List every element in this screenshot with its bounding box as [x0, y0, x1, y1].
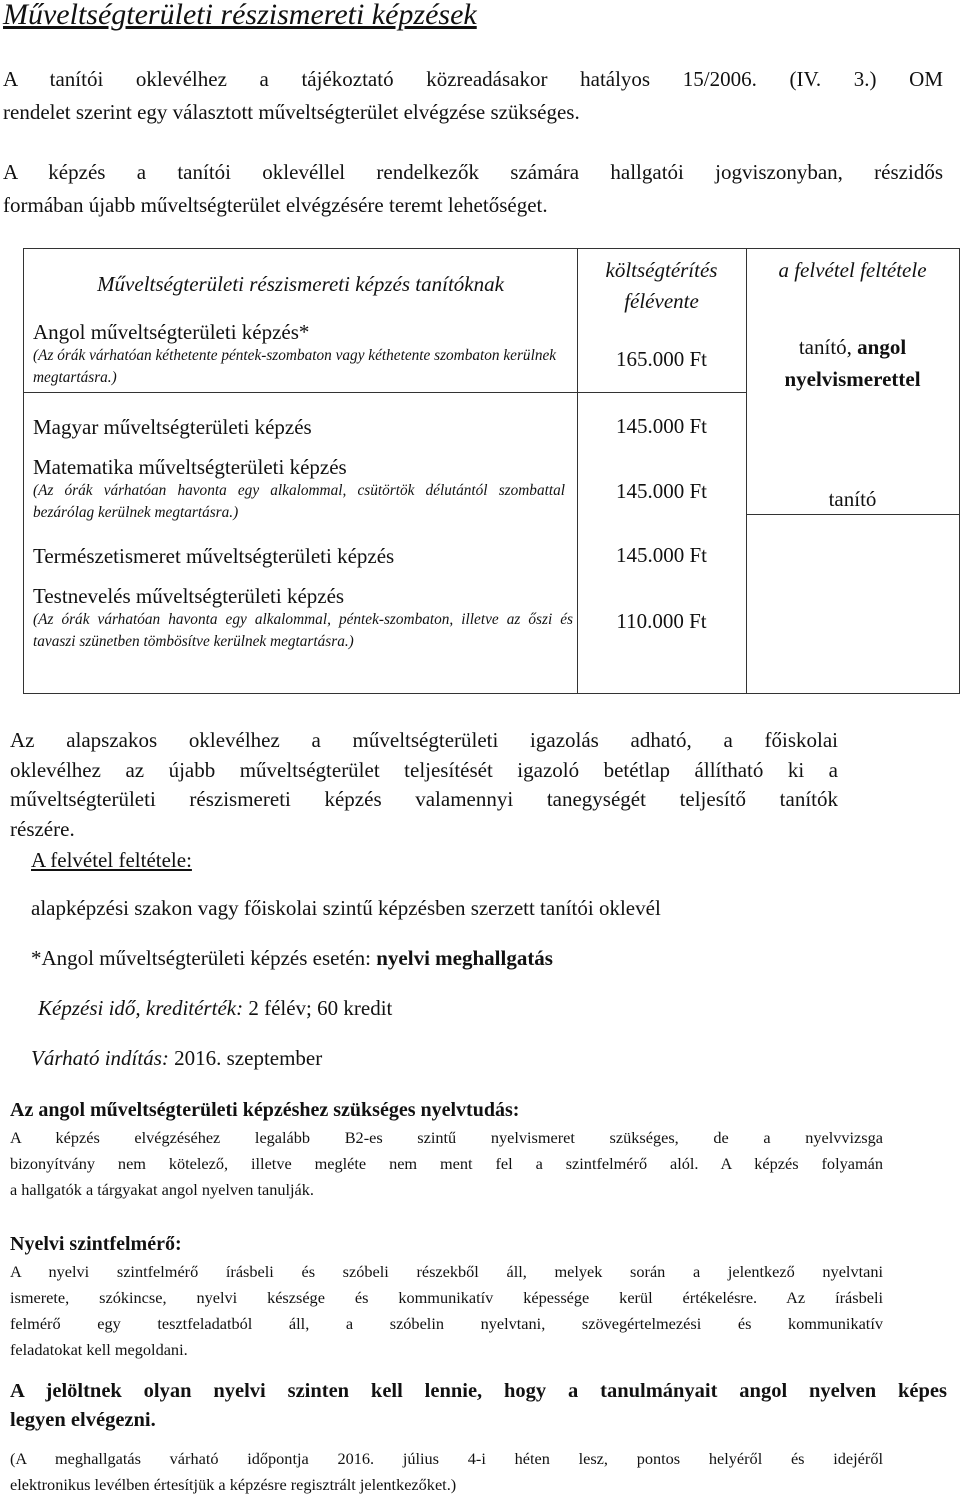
hearing-line-2: elektronikus levélben értesítjük a képzésre regisztrált jelentkezőket.) — [10, 1475, 457, 1494]
course-name: Testnevelés műveltségterületi képzés — [33, 584, 345, 608]
english-req-bold: nyelvi meghallgatás — [376, 946, 553, 970]
admission-heading: A felvétel feltétele: — [31, 848, 192, 872]
language-heading: Az angol műveltségterületi képzéshez szükséges nyelvtudás: — [10, 1099, 520, 1121]
level-test-line-1: A nyelvi szintfelmérő írásbeli és szóbeli részekből áll, melyek során a jelentkező nyelvtani — [10, 1262, 883, 1281]
condition-angol-line-1 — [746, 331, 959, 363]
fee-angol: 165.000 Ft — [615, 347, 707, 371]
intro-2-line-1: A képzés a tanítói oklevéllel rendelkezők számára hallgatói jogviszonyban, részidős — [3, 160, 943, 184]
candidate-line-1: A jelöltnek olyan nyelvi szinten kell lennie, hogy a tanulmányait angol nyelven képes — [10, 1380, 947, 1402]
condition-angol — [746, 331, 959, 395]
level-test-line-3: felmérő egy tesztfeladatból áll, a szóbelin nyelvtani, szövegértelmezési és kommunikatív — [10, 1314, 883, 1333]
cert-line-4: részére. — [10, 816, 75, 841]
header-condition: a felvétel feltétele — [778, 258, 927, 282]
level-test-line-2: ismerete, szókincse, nyelvi készsége és kommunikatív képessége kerül értékelésre. Az írásbeli — [10, 1288, 883, 1307]
header-fee-line-2: félévente — [624, 289, 699, 313]
course-row-termeszetismeret: Természetismeret műveltségterületi képzés — [33, 544, 395, 568]
course-note: (Az órák várhatóan kéthetente péntek-szombaton vagy kéthetente szombaton kerülnek megtartásra.) — [33, 347, 557, 386]
english-requirement — [31, 946, 553, 971]
admission-text: alapképzési szakon vagy főiskolai szintű képzésben szerzett tanítói oklevél — [31, 896, 661, 920]
language-line-1: A képzés elvégzéséhez legalább B2-es szintű nyelvismeret szükséges, de a nyelvvizsga — [10, 1128, 883, 1147]
header-course: Műveltségterületi részismereti képzés tanítóknak — [97, 272, 504, 296]
condition-tanito: tanító — [828, 487, 877, 511]
language-line-3: a hallgatók a tárgyakat angol nyelven tanulják. — [10, 1180, 314, 1199]
intro-2-line-2: formában újabb műveltségterület elvégzésére teremt lehetőséget. — [3, 193, 548, 217]
certificate-paragraph — [10, 726, 838, 844]
intro-1-line-1: A tanítói oklevélhez a tájékoztató közreadásakor hatályos 15/2006. (IV. 3.) OM — [3, 67, 943, 91]
courses-table — [23, 248, 960, 694]
page-title: Műveltségterületi részismereti képzések — [3, 0, 477, 31]
course-row-testneveles — [33, 583, 573, 653]
intro-paragraph-2 — [3, 156, 943, 222]
course-row-magyar: Magyar műveltségterületi képzés — [33, 415, 312, 439]
language-line-2: bizonyítvány nem kötelező, illetve megléte nem ment fel a szintfelmérő alól. A képzés folyamán — [10, 1154, 883, 1173]
duration-value: 2 félév; 60 kredit — [243, 996, 393, 1020]
level-test-heading: Nyelvi szintfelmérő: — [10, 1233, 182, 1255]
duration-label: Képzési idő, kreditérték: — [38, 996, 244, 1020]
start-value: 2016. szeptember — [168, 1046, 323, 1070]
start-label: Várható indítás: — [31, 1046, 169, 1070]
english-req-plain: *Angol műveltségterületi képzés esetén: — [31, 946, 377, 970]
language-paragraph — [10, 1125, 883, 1203]
course-row-matematika — [33, 454, 565, 524]
fee-matematika: 145.000 Ft — [615, 479, 707, 503]
course-note: (Az órák várhatóan havonta egy alkalommal, csütörtök délutántól szombattal bezárólag kerülnek megtartásra.) — [33, 482, 565, 521]
intro-1-line-2: rendelet szerint egy választott műveltségterület elvégzése szükséges. — [3, 100, 580, 124]
course-name: Matematika műveltségterületi képzés — [33, 455, 347, 479]
candidate-line-2: legyen elvégezni. — [10, 1409, 156, 1431]
condition-bold-angol: angol — [857, 335, 907, 359]
hearing-note — [10, 1446, 883, 1498]
intro-paragraph-1 — [3, 63, 943, 129]
course-note: (Az órák várhatóan havonta egy alkalommal, péntek-szombaton, illetve az őszi és tavaszi szünetben tömbösítve kerülnek megtartásra.) — [33, 611, 573, 650]
level-test-paragraph — [10, 1259, 883, 1363]
header-fee — [577, 255, 746, 317]
level-test-line-4: feladatokat kell megoldani. — [10, 1340, 188, 1359]
duration-credits — [38, 996, 392, 1021]
cert-line-2: oklevélhez az újabb műveltségterület teljesítését igazoló betétlap állítható ki a — [10, 757, 838, 782]
fee-testneveles: 110.000 Ft — [616, 609, 707, 633]
candidate-requirement — [10, 1377, 947, 1435]
condition-angol-line-2: nyelvismerettel — [784, 367, 921, 391]
fee-magyar: 145.000 Ft — [615, 414, 707, 438]
condition-plain: tanító, — [798, 335, 858, 359]
hearing-line-1: (A meghallgatás várható időpontja 2016. július 4-i héten lesz, pontos helyéről és idejéről — [10, 1449, 883, 1468]
cert-line-1: Az alapszakos oklevélhez a műveltségterületi igazolás adható, a főiskolai — [10, 728, 838, 752]
cert-line-3: műveltségterületi részismereti képzés valamennyi tanegységét teljesítő tanítók — [10, 787, 838, 811]
fee-termeszetismeret: 145.000 Ft — [615, 543, 707, 567]
course-name: Angol műveltségterületi képzés* — [33, 320, 310, 344]
header-fee-line-1: költségtérítés — [605, 258, 718, 282]
start-date — [31, 1046, 322, 1071]
course-row-angol — [33, 319, 565, 389]
